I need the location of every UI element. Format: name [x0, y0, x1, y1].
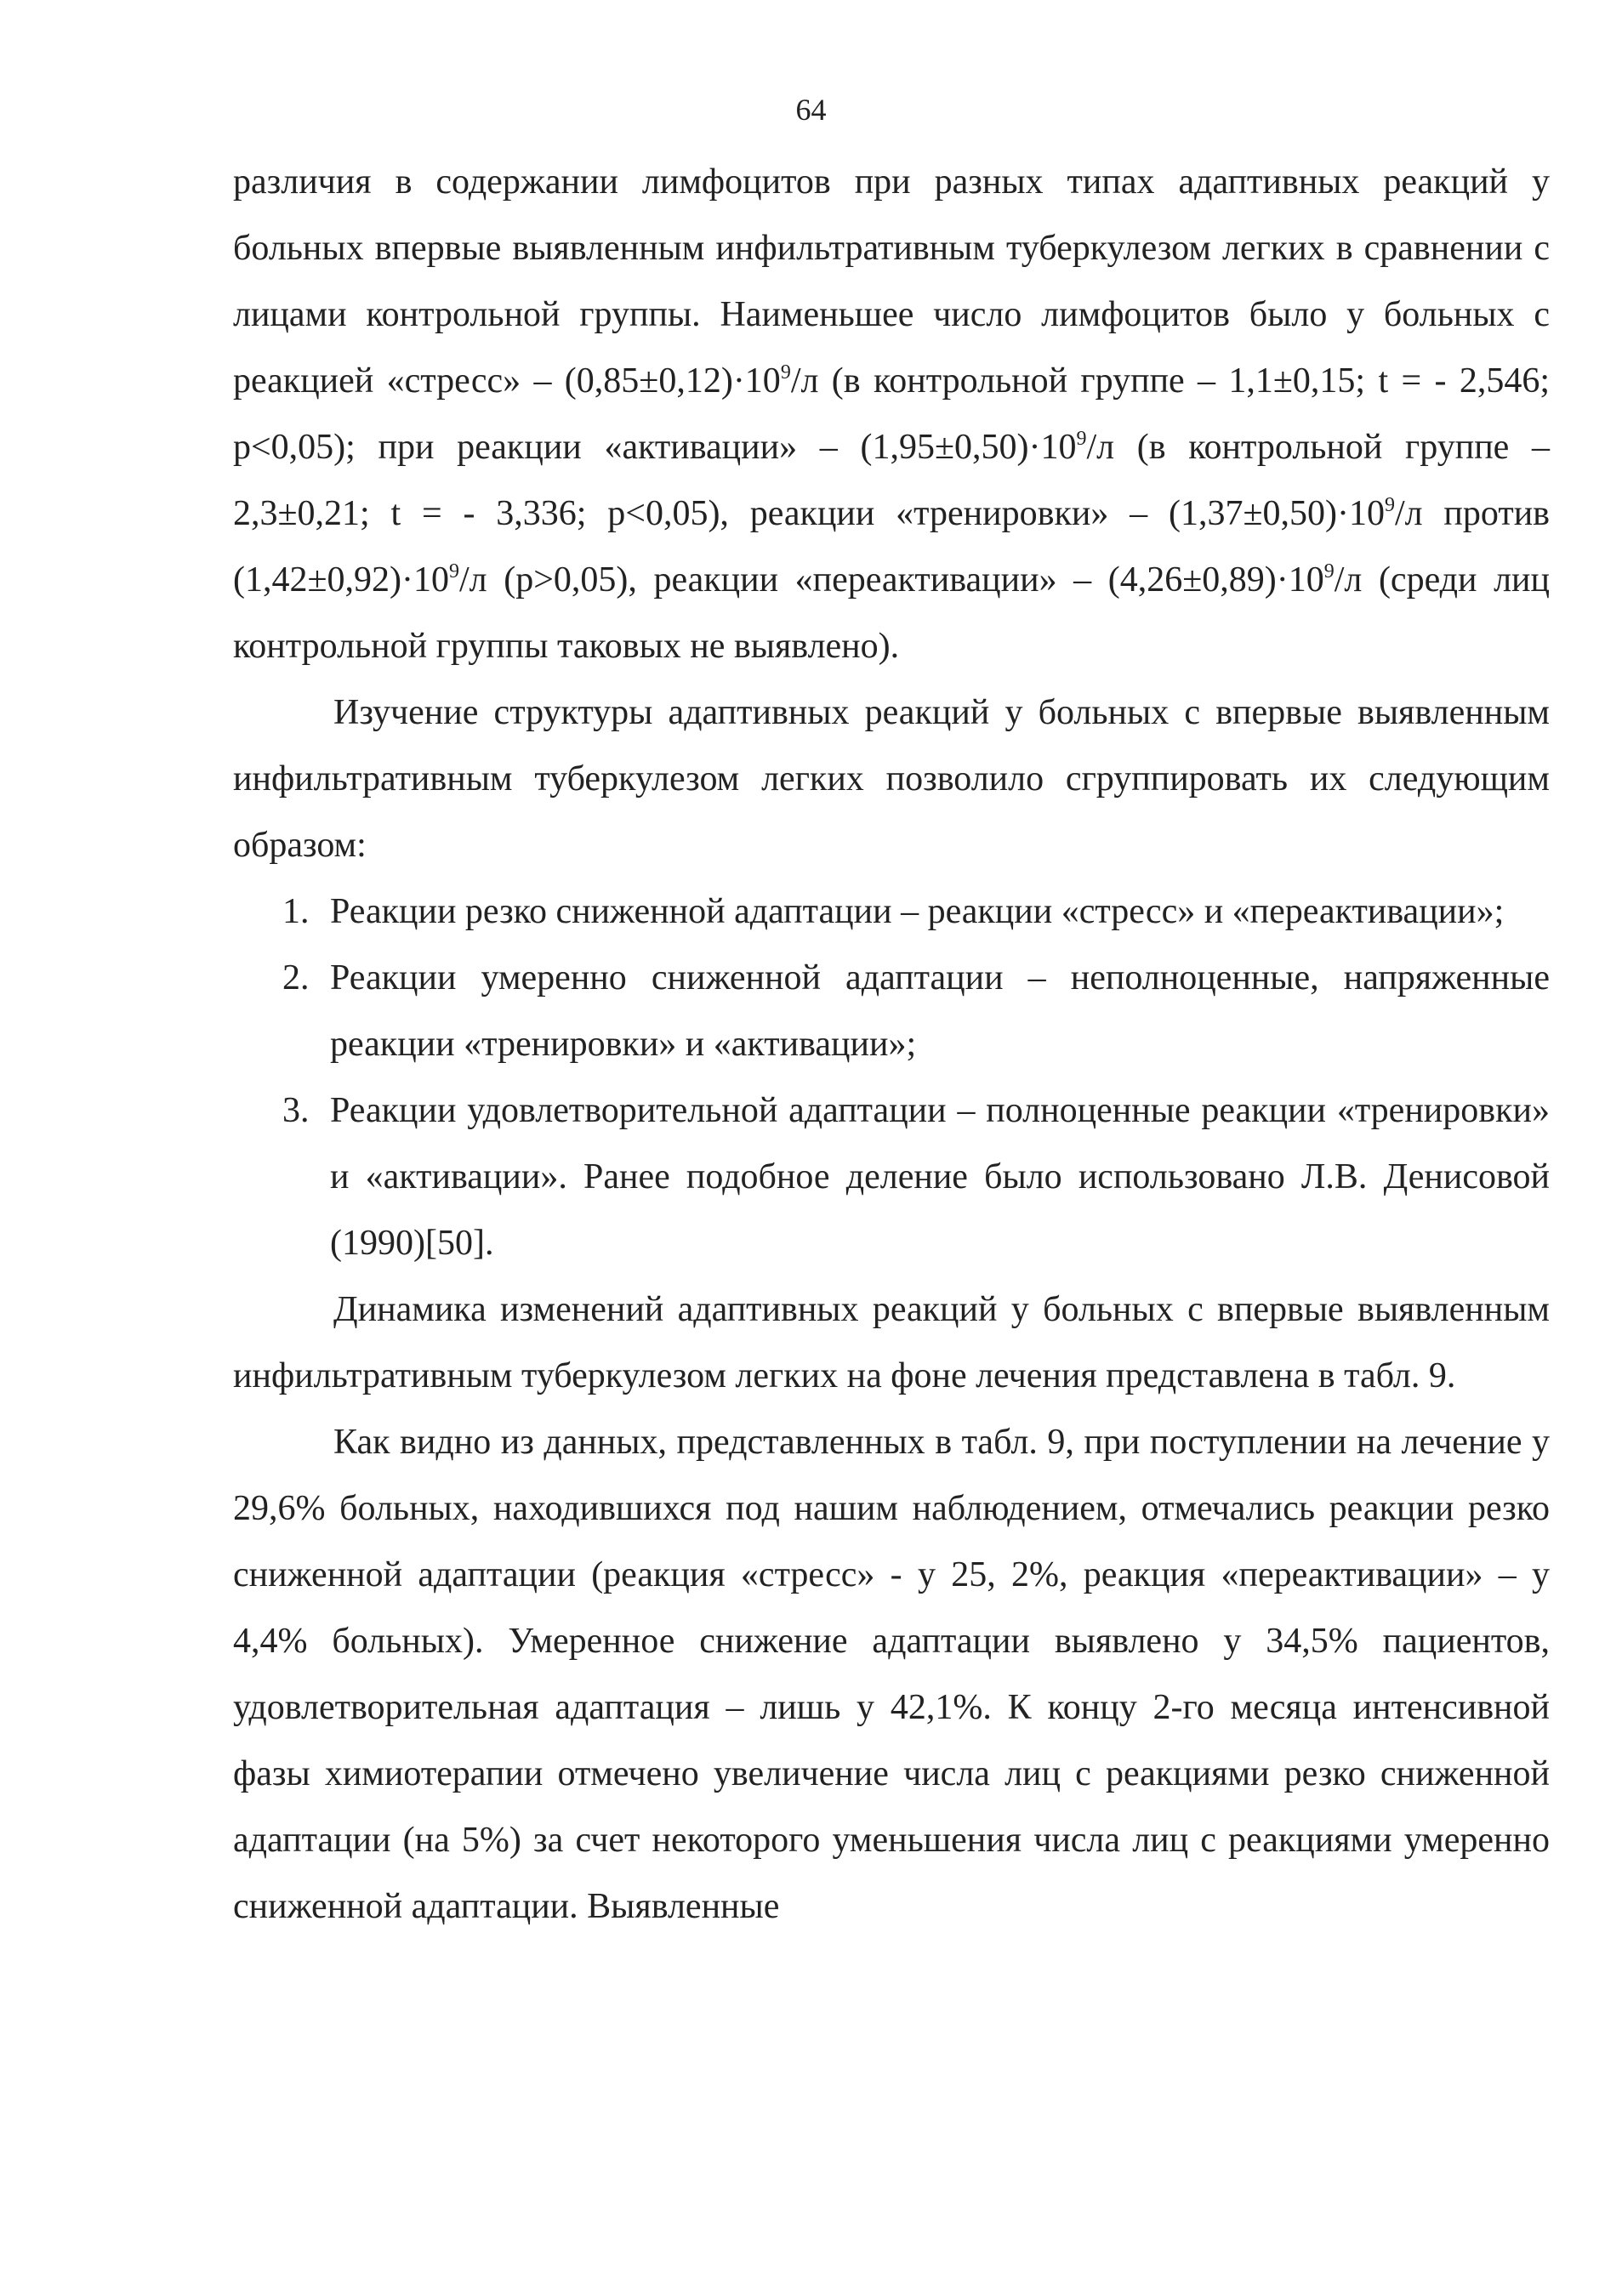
text-run: /л (p>0,05), реакции «переактивации» – (4,26±0,89)·10 — [459, 560, 1324, 600]
list-item-text: Реакции умеренно сниженной адаптации – неполноценные, напряженные реакции «тренировки» и «активации»; — [330, 958, 1550, 1064]
superscript: 9 — [1076, 428, 1087, 450]
paragraph-dynamics: Динамика изменений адаптивных реакций у больных с впервые выявленным инфильтративным туберкулезом легких на фоне лечения представлена в табл. 9. — [233, 1290, 1550, 1395]
list-number: 2. — [282, 958, 310, 997]
list-item — [233, 1077, 1550, 1276]
list-item — [233, 945, 1550, 1077]
text-run: /л (среди лиц контрольной группы таковых не выявлено). — [233, 560, 1550, 666]
text-run: /л против (1,42±0,92)·10 — [233, 494, 1551, 600]
paragraph-results: Как видно из данных, представленных в табл. 9, при поступлении на лечение у 29,6% больных, находившихся под нашим наблюдением, отмечались реакции резко сниженной адаптации (реакция «стресс» - у 25, 2%, реакция «переактивации» – у 4,4% больных). Умеренное снижение адаптации выявлено у 34,5% пациентов, удовлетворительная адаптация – лишь у 42,1%. К концу 2-го месяца интенсивной фазы химиотерапии отмечено увеличение числа лиц с реакциями резко сниженной адаптации (на 5%) за счет некоторого уменьшения числа лиц с реакциями умеренно сниженной адаптации. Выявленные — [233, 1423, 1550, 1926]
paragraph-structure: Изучение структуры адаптивных реакций у больных с впервые выявленным инфильтративным туберкулезом легких позволило сгруппировать их следующим образом: — [233, 693, 1550, 865]
paragraph-lymphocytes — [233, 149, 1550, 679]
list-item-text: Реакции резко сниженной адаптации – реакции «стресс» и «переактивации»; — [330, 892, 1505, 931]
text-run: /л (в контрольной группе – 1,1±0,15; t = - 2,546; p<0,05); при реакции «активации» – (1,95±0,50)·10 — [233, 361, 1551, 467]
list-item-text: Реакции удовлетворительной адаптации – полноценные реакции «тренировки» и «активации». Ранее подобное деление было использовано Л.В. Денисовой (1990)[50]. — [330, 1091, 1550, 1263]
page-number: 64 — [795, 93, 827, 127]
text-run: различия в содержании лимфоцитов при разных типах адаптивных реакций у больных впервые выявленным инфильтративным туберкулезом легких в сравнении с лицами контрольной группы. Наименьшее число лимфоцитов было у больных с реакцией «стресс» – (0,85±0,12)·10 — [233, 162, 1550, 401]
superscript: 9 — [1384, 494, 1395, 516]
superscript: 9 — [1323, 560, 1335, 583]
list-number: 3. — [282, 1091, 310, 1130]
list-item — [233, 878, 1550, 945]
body-text — [233, 149, 1550, 1940]
text-run: /л (в контрольной группе – 2,3±0,21; t = - 3,336; p<0,05), реакции «тренировки» – (1,37±0,50)·10 — [233, 428, 1550, 533]
superscript: 9 — [449, 560, 460, 583]
list-number: 1. — [282, 892, 310, 931]
superscript: 9 — [780, 361, 791, 384]
